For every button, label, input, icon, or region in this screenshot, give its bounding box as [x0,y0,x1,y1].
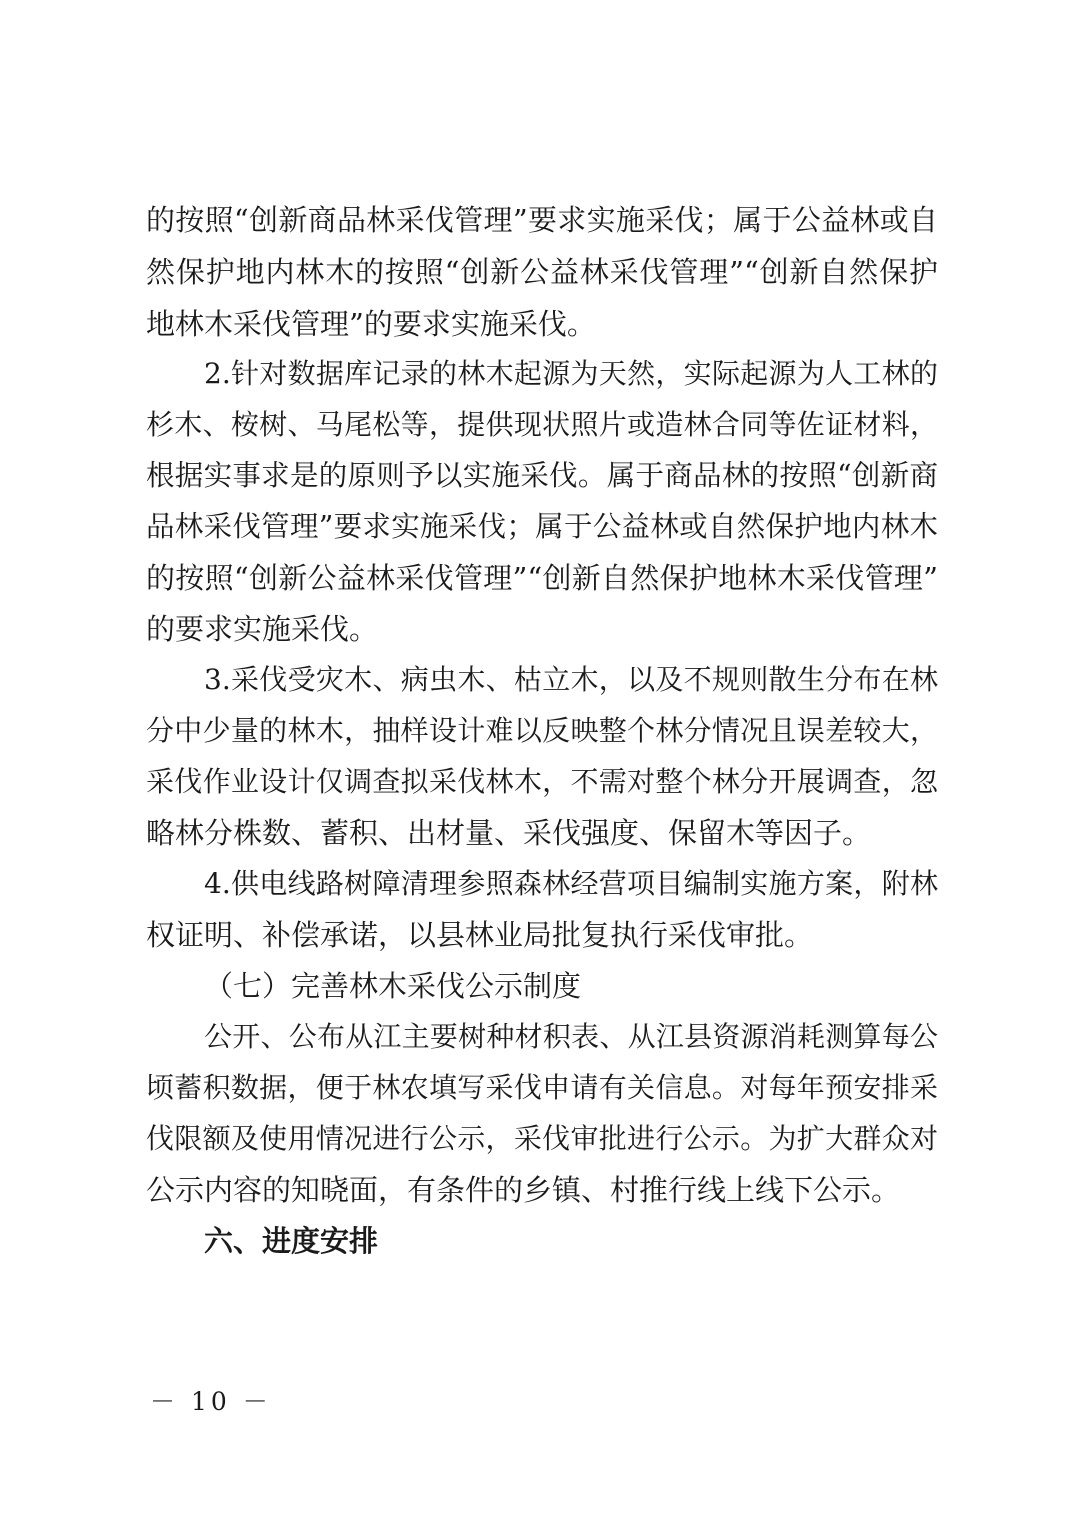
page-number: － 10 － [150,1387,272,1416]
paragraph-line: 公开、公布从江主要树种材积表、从江县资源消耗测算每公 [204,1020,938,1053]
paragraph-line: 2.针对数据库记录的林木起源为天然，实际起源为人工林的 [204,357,938,390]
section-heading: 六、进度安排 [204,1224,379,1258]
paragraph-line: 权证明、补偿承诺，以县林业局批复执行采伐审批。 [146,918,814,952]
paragraph-line: 的按照“创新公益林采伐管理”“创新自然保护地林木采伐管理” [146,561,938,595]
paragraph-line: 4.供电线路树障清理参照森林经营项目编制实施方案，附林 [204,867,938,900]
paragraph-line: 根据实事求是的原则予以实施采伐。属于商品林的按照“创新商 [146,459,938,492]
paragraph-line: 公示内容的知晓面，有条件的乡镇、村推行线上线下公示。 [146,1173,901,1207]
paragraph-line: 略林分株数、蓄积、出材量、采伐强度、保留木等因子。 [146,816,872,850]
paragraph-line: 顷蓄积数据，便于林农填写采伐申请有关信息。对每年预安排采 [146,1071,938,1104]
section-subheading: （七）完善林木采伐公示制度 [204,969,582,1003]
paragraph-line: 品林采伐管理”要求实施采伐；属于公益林或自然保护地内林木 [146,510,938,543]
paragraph-line: 3.采伐受灾木、病虫木、枯立木，以及不规则散生分布在林 [204,663,938,696]
paragraph-line: 伐限额及使用情况进行公示，采伐审批进行公示。为扩大群众对 [146,1122,938,1155]
paragraph-line: 分中少量的林木，抽样设计难以反映整个林分情况且误差较大， [146,714,938,747]
paragraph-line: 杉木、桉树、马尾松等，提供现状照片或造林合同等佐证材料， [146,408,938,441]
paragraph-line: 的按照“创新商品林采伐管理”要求实施采伐；属于公益林或自 [146,203,938,237]
paragraph-line: 的要求实施采伐。 [146,612,379,646]
paragraph-line: 采伐作业设计仅调查拟采伐林木，不需对整个林分开展调查，忽 [146,765,938,798]
paragraph-line: 地林木采伐管理”的要求实施采伐。 [146,307,596,341]
paragraph-line: 然保护地内林木的按照“创新公益林采伐管理”“创新自然保护 [146,255,938,289]
